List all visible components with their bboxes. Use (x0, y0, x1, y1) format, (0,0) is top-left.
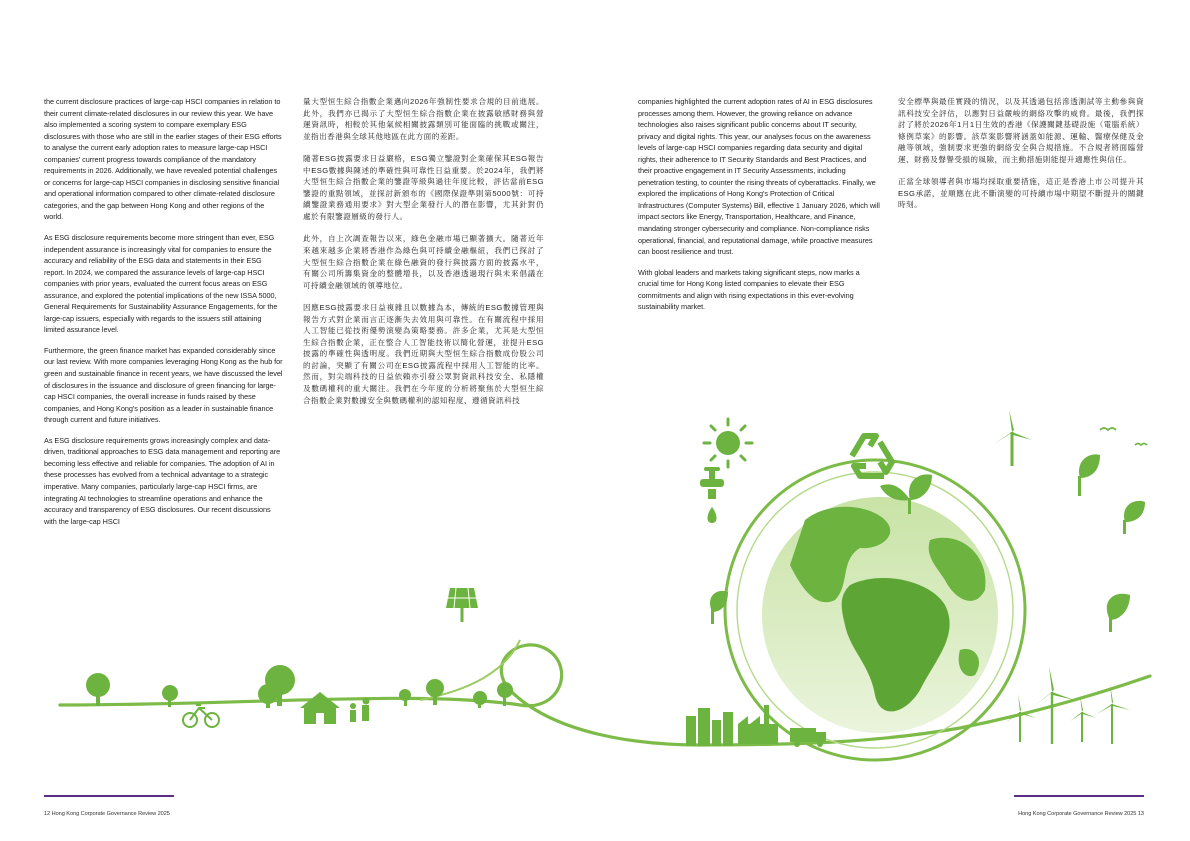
birds-icon (1100, 428, 1147, 445)
city-buildings-icon (686, 708, 733, 746)
right-page-english-column (638, 96, 880, 322)
paragraph: Furthermore, the green finance market has expanded considerably since our last review. With more companies leveraging Hong Kong as the hub for green and sustainable finance in recent years, we have discussed the level of disclosures in the issuance and disclosure of green financing for large-cap HSCI companies, the overall increase in funds raised by these companies, and Hong Kong's position as a leader in sustainable finance through current and future initiatives. (44, 345, 283, 425)
paragraph: companies highlighted the current adoption rates of AI in ESG disclosures processes among them. However, the growing reliance on advance technologies also raises significant public concerns about IT security, privacy and digital rights. This year, our analyses focus on the awareness levels of large-cap HSCI companies regarding data security and digital rights, their adherence to IT Security Standards and Best Practices, and their proactive engagement in IT Security Assessments, including penetration testing, to counter the rising threats of cyberattacks. Finally, we explored the implications of Hong Kong's Protection of Critical Infrastructures (Computer Systems) Bill, effective 1 January 2026, which will impact sectors like Energy, Transportation, Healthcare, and Finance, mandating stronger cybersecurity and compliance. Non-compliance risks operational, financial, and reputational damage, while proactive measures can boost resilience and trust. (638, 97, 880, 257)
solar-panel-icon (446, 588, 478, 622)
sprout-icon (710, 591, 728, 624)
paragraph: 此外，自上次調查報告以來，綠色金融市場已顯著擴大。隨著近年來越來越多企業將香港作為綠色與可持續金融樞紐，我們已探討了大型恒生綜合指數企業在綠色融資的發行與披露方面的披露水平，有關公司所籌集資金的整體增長，以及香港透過現行與未來倡議在可持續金融領域的領導地位。 (303, 234, 544, 290)
right-page-chinese-column (898, 96, 1144, 222)
sprout-icon (880, 474, 932, 514)
recycle-icon (852, 436, 892, 476)
recycling-truck-icon (790, 728, 826, 747)
tree-icon (86, 665, 513, 708)
paragraph: 因應ESG披露要求日益複雜且以數據為本，傳統的ESG數據管理與報告方式對企業而言正逐漸失去效用與可靠性。在有關流程中採用人工智能已從技術優勢演變為策略要務。許多企業，尤其是大型恒生綜合指數企業，正在整合人工智能技術以簡化營運，並提升ESG披露的準確性與透明度。我們近期與大型恒生綜合指數成份股公司的討論，突顯了有關公司在ESG披露流程中採用人工智能的比率。然而，對尖端科技的日益依賴亦引發公眾對資訊科技安全、私隱權及數碼權利的重大關注。我們在今年度的分析將聚焦於大型恒生綜合指數企業對數據安全與數碼權利的認知程度、遵循資訊科技 (303, 303, 544, 405)
globe-icon (762, 497, 998, 733)
ground-swirl-line (60, 645, 1150, 745)
page-footer-right: Hong Kong Corporate Governance Review 2025 13 (1018, 811, 1144, 817)
sprout-icon (1123, 501, 1145, 534)
family-icon (350, 698, 370, 723)
water-tap-icon (700, 467, 724, 523)
bicycle-icon (183, 705, 219, 727)
paragraph: 量大型恒生綜合指數企業邁向2026年強制性要求合規的目前進展。此外，我們亦已揭示了大型恒生綜合指數企業在披露敏感財務與營運資訊時，相較於其他氣候相關披露類別可能面臨的挑戰或關注，並指出香港與全球其他地區在此方面的差距。 (303, 97, 544, 141)
paragraph: As ESG disclosure requirements become more stringent than ever, ESG independent assurance is increasingly vital for companies to ensure the accuracy and reliability of the ESG data and statements in their ESG report. In 2024, we compared the assurance levels of large-cap HSCI companies with prior years, evaluated the current focus areas on ESG assurance, and explored the potential implications of the new ISSA 5000, General Requirements for Sustainability Assurance Engagements, for the large-cap issuers, especially with regards to the issuers still attaining limited assurance level. (44, 233, 278, 335)
wind-turbine-icon (994, 410, 1032, 466)
page-footer-left: 12 Hong Kong Corporate Governance Review 2025 (44, 811, 170, 817)
left-page-english-column (44, 96, 284, 536)
paragraph: the current disclosure practices of large-cap HSCI companies in relation to their current climate-related disclosures in our review this year. We have also implemented a scoring system to compare exemplary ESG disclosures with those who are still in the earlier stages of their ESG efforts to analyse the current early adoption rates to measure large-cap HSCI companies' current progress towards compliance of the mandatory requirements in 2026. Additionally, we have revealed potential challenges or concerns for large-cap HSCI companies in disclosing sensitive financial and operational information compared to other climate-related disclosure categories, and the gap between Hong Kong and other regions of the world. (44, 97, 282, 222)
globe-ring (725, 460, 1025, 760)
paragraph: 隨著ESG披露要求日益嚴格，ESG獨立鑒證對企業確保其ESG報告中ESG數據與陳述的準確性與可靠性日益重要。於2024年，我們將大型恒生綜合指數企業的鑒證等級與過往年度比較，評估當前ESG鑒證的重點領域，並探討新頒布的《國際保證準則第5000號：可持續鑒證業務通用要求》對大型企業發行人的潛在影響，尤其針對仍處於有限鑒證層級的發行人。 (303, 154, 544, 221)
footer-rule (44, 795, 174, 797)
left-page-chinese-column (303, 96, 544, 417)
paragraph: 正當全球領導者與市場均採取重要措施，這正是香港上市公司提升其ESG承諾，並順應在此不斷演變的可持續市場中期望不斷提升的關鍵時刻。 (898, 177, 1144, 210)
sun-icon (704, 419, 752, 467)
sprout-icon (1078, 454, 1100, 496)
footer-rule (1014, 795, 1144, 797)
sprout-icon (1107, 594, 1130, 632)
wind-farm-icon (1006, 666, 1130, 744)
paragraph: With global leaders and markets taking significant steps, now marks a crucial time for Hong Kong listed companies to elevate their ESG commitments and align with rising expectations in this ever-evolving sustainability market. (638, 267, 860, 312)
factory-icon (738, 705, 778, 744)
paragraph: As ESG disclosure requirements grows increasingly complex and data-driven, traditional approaches to ESG data management and reporting are becoming less effective and reliable for companies. The adoption of AI in these processes has evolved from a technical advantage to a strategic imperative. Many companies, particularly large-cap HSCI firms, are integrating AI technologies to streamline operations and enhance the accuracy and transparency of ESG disclosures. Our recent discussions with the large-cap HSCI (44, 435, 281, 526)
house-icon (300, 692, 340, 724)
paragraph: 安全標準與最佳實踐的情況，以及其透過包括滲透測試等主動參與資訊科技安全評估，以應對日益嚴峻的網絡攻擊的威脅。最後，我們探討了將於2026年1月1日生效的香港《保護關鍵基礎設施（電腦系統）條例草案》的影響。該草案影響將涵蓋如能源、運輸、醫療保健及金融等領域，強制要求更強的網絡安全與合規措施。不合規者將面臨營運、財務及聲譽受損的風險，而主動措施則能提升適應性與信任。 (898, 97, 1144, 164)
